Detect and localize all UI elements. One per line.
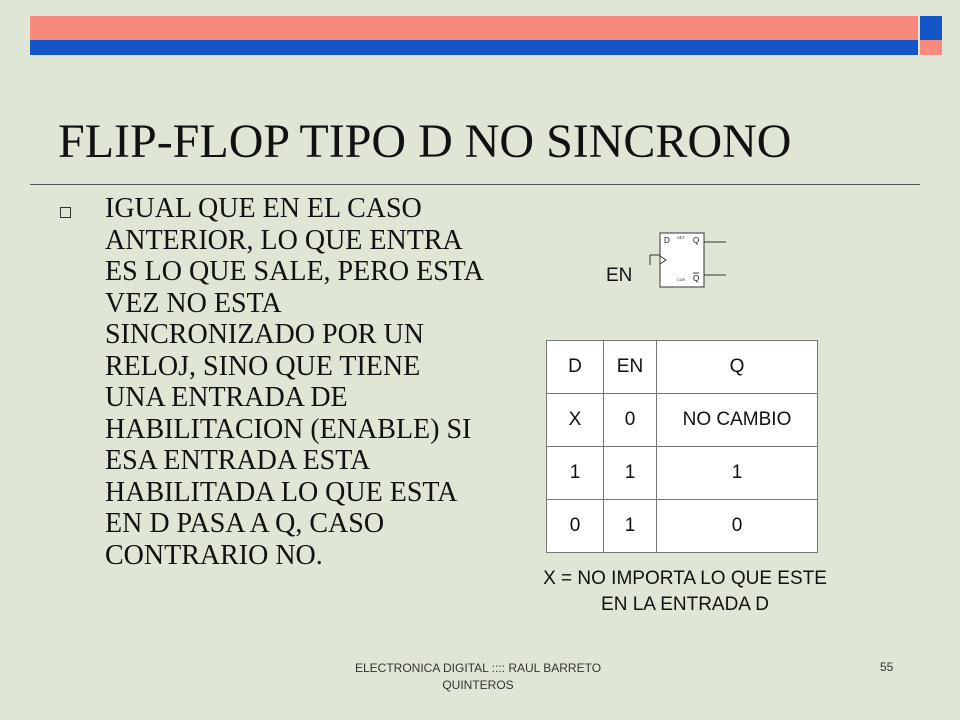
table-row <box>547 394 818 447</box>
table-cell: 0 <box>547 500 604 553</box>
table-row <box>547 500 818 553</box>
pin-clr-label: CLR <box>677 277 686 282</box>
title-divider <box>30 184 920 185</box>
pin-d-label: D <box>664 236 670 245</box>
table-header-cell: EN <box>604 341 657 394</box>
table-cell: 1 <box>657 447 818 500</box>
table-header-cell: D <box>547 341 604 394</box>
table-cell: 1 <box>604 500 657 553</box>
header-bar-blue <box>30 40 918 55</box>
table-cell: 1 <box>604 447 657 500</box>
corner-square-red <box>920 40 942 55</box>
corner-square-blue <box>920 16 942 40</box>
slide-title: FLIP-FLOP TIPO D NO SINCRONO <box>58 115 792 168</box>
table-header-row <box>547 341 818 394</box>
header-bar-red <box>30 16 918 40</box>
table-row <box>547 447 818 500</box>
bullet-square-icon <box>60 207 71 218</box>
table-note: X = NO IMPORTA LO QUE ESTE EN LA ENTRADA D <box>543 568 827 615</box>
d-flipflop-diagram <box>600 225 740 295</box>
table-cell: 0 <box>604 394 657 447</box>
table-cell: 1 <box>547 447 604 500</box>
truth-table <box>546 340 818 553</box>
table-header-cell: Q <box>657 341 818 394</box>
table-cell: 0 <box>657 500 818 553</box>
pin-set-label: SET <box>677 235 685 240</box>
table-cell: X <box>547 394 604 447</box>
slide-footer: ELECTRONICA DIGITAL :::: RAUL BARRETO QUINTEROS <box>354 661 602 692</box>
en-input-label: EN <box>606 265 633 286</box>
bullet-text: IGUAL QUE EN EL CASO ANTERIOR, LO QUE ENTRA ES LO QUE SALE, PERO ESTA VEZ NO ESTA SINCRONIZADO POR UN RELOJ, SINO QUE TIENE UNA ENTRADA DE HABILITACION (ENABLE) SI ESA ENTRADA ESTA HABILITADA LO QUE ESTA EN D PASA A Q, CASO CONTRARIO NO. <box>105 193 483 571</box>
table-cell: NO CAMBIO <box>657 394 818 447</box>
page-number: 55 <box>880 660 894 674</box>
pin-qbar-label: Q <box>693 274 700 283</box>
pin-q-label: Q <box>693 236 700 245</box>
